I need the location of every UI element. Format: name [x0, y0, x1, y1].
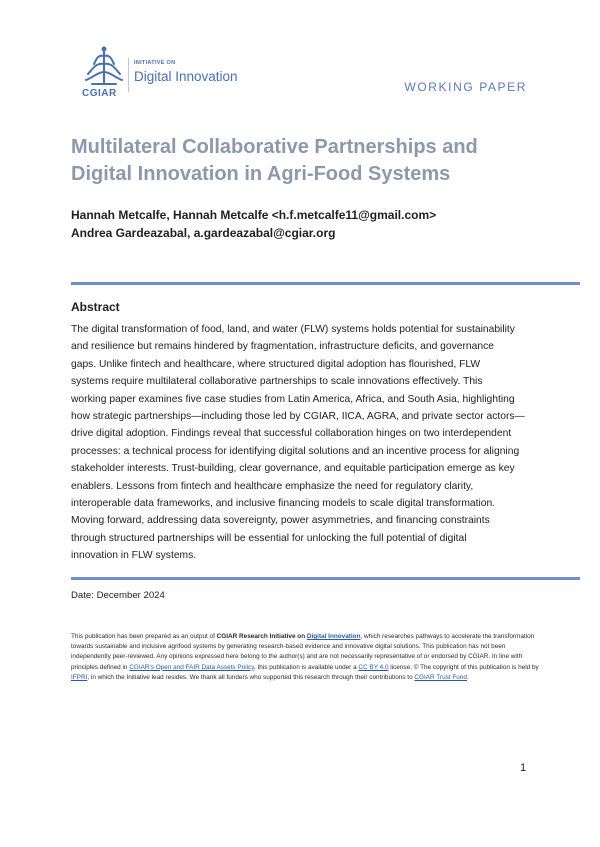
paper-type-label: WORKING PAPER	[404, 80, 527, 94]
abstract-body	[71, 321, 580, 565]
disclaimer-text: .	[466, 673, 469, 681]
title-line-2: Digital Innovation in Agri-Food Systems	[71, 163, 451, 185]
cgiar-wordmark: CGIAR	[82, 88, 117, 99]
publication-disclaimer	[71, 632, 541, 683]
disclaimer-text: license. © The copyright of this publication is held by	[388, 663, 539, 671]
abstract-line: working paper examines five case studies from Latin America, Africa, and South Asia, highlighting	[71, 393, 515, 405]
disclaimer-bold-text: CGIAR Research Initiative on	[216, 633, 307, 640]
abstract-line: systems require multilateral collaborative partnerships to scale innovations effectively. This	[71, 376, 483, 388]
abstract-line: through structured partnerships will be essential for unlocking the full potential of digital	[71, 532, 467, 544]
abstract-line: processes: a technical process for identifying digital solutions and an incentive process for aligning	[71, 445, 520, 457]
abstract-line: The digital transformation of food, land, and water (FLW) systems holds potential for sustainability	[71, 324, 515, 335]
abstract-heading: Abstract	[71, 300, 120, 314]
abstract-line: gaps. Unlike fintech and healthcare, where structured digital adoption has flourished, FLW	[71, 358, 481, 370]
abstract-line: interoperable data frameworks, and inclusive financing models to scale digital transformation.	[71, 498, 496, 510]
cgiar-wheat-icon	[80, 44, 128, 90]
cgiar-logo	[80, 44, 280, 104]
abstract-line: how strategic partnerships—including those led by CGIAR, IICA, AGRA, and private sector actors—	[71, 411, 525, 423]
abstract-line: drive digital adoption. Findings reveal that successful collaboration hinges on two interdependent	[71, 428, 512, 440]
disclaimer-text: , which researches pathways to accelerate the transformation towards sustainable and inclusive agrifood systems by generating research-based evidence and innovative digital solutions. This publication has not been independently peer-reviewed. Any opinions expressed here belong to the author(s) and are not necessarily representative of or endorsed by CGIAR. In line with principles defined in	[71, 633, 535, 671]
page-number: 1	[520, 762, 527, 774]
ifpri-link[interactable]: IFPRI	[71, 673, 88, 681]
paper-title	[71, 134, 541, 188]
disclaimer-text: , this publication is available under a	[253, 663, 359, 671]
author-line-2: Andrea Gardeazabal, a.gardeazabal@cgiar.org	[71, 226, 336, 240]
title-line-1: Multilateral Collaborative Partnerships and	[71, 136, 478, 158]
disclaimer-text: , in which the Initiative lead resides. We thank all funders who supported this research through their contributions to	[87, 673, 415, 681]
digital-innovation-link[interactable]: Digital Innovation	[306, 633, 361, 640]
initiative-on-label: INITIATIVE ON	[134, 60, 176, 66]
author-line-1: Hannah Metcalfe, Hannah Metcalfe <h.f.metcalfe11@gmail.com>	[71, 208, 437, 222]
publication-date: Date: December 2024	[71, 590, 165, 601]
divider-rule-top	[71, 282, 580, 285]
abstract-line: Moving forward, addressing data sovereignty, power asymmetries, and financing constraints	[71, 515, 490, 527]
logo-divider	[128, 58, 129, 92]
abstract-line: and resilience but remains hindered by fragmentation, infrastructure deficits, and governance	[71, 341, 494, 353]
cgiar-trust-fund-link[interactable]: CGIAR Trust Fund	[414, 673, 467, 681]
divider-rule-bottom	[71, 577, 580, 580]
author-list	[71, 206, 541, 242]
initiative-name: Digital Innovation	[134, 69, 238, 84]
abstract-line: innovation in FLW systems.	[71, 550, 197, 562]
abstract-line: enablers. Lessons from fintech and healthcare emphasize the need for regulatory clarity,	[71, 480, 474, 492]
abstract-line: stakeholder interests. Trust-building, clear governance, and equitable participation emerge as key	[71, 463, 515, 475]
fair-data-policy-link[interactable]: CGIAR's Open and FAIR Data Assets Policy	[129, 663, 254, 671]
disclaimer-text: This publication has been prepared as an output of	[71, 633, 217, 640]
cc-by-license-link[interactable]: CC BY 4.0	[358, 663, 389, 671]
